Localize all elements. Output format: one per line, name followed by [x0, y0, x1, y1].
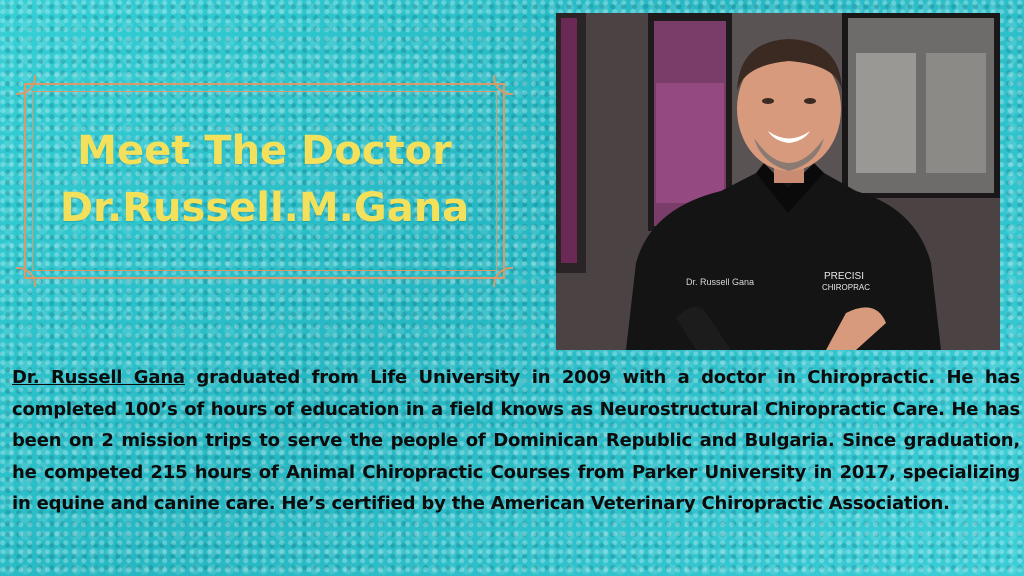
page-title [26, 123, 503, 237]
title-line-1: Meet The Doctor [77, 128, 452, 174]
shirt-logo-line-2: CHIROPRAC [822, 283, 871, 292]
doctor-name-link[interactable]: Dr. Russell Gana [12, 367, 185, 388]
doctor-portrait-image [556, 13, 1000, 350]
doctor-bio-paragraph [12, 362, 1020, 520]
title-frame [24, 83, 505, 279]
title-line-2: Dr.Russell.M.Gana [59, 185, 470, 231]
shirt-name-embroidery: Dr. Russell Gana [686, 277, 755, 287]
shirt-logo-line-1: PRECISI [824, 271, 865, 282]
doctor-photo [556, 13, 1000, 350]
bio-text: graduated from Life University in 2009 with a doctor in Chiropractic. He has completed 100’s of hours of education in a field knows as Neurostructural Chiropractic Care. He has been on 2 mission trips to serve the people of Dominican Republic and Bulgaria. Since graduation, he competed 215 hours of Animal Chiropractic Courses from Parker University in 2017, specializing in equine and canine care. He’s certified by the American Veterinary Chiropractic Association. [12, 367, 1020, 514]
